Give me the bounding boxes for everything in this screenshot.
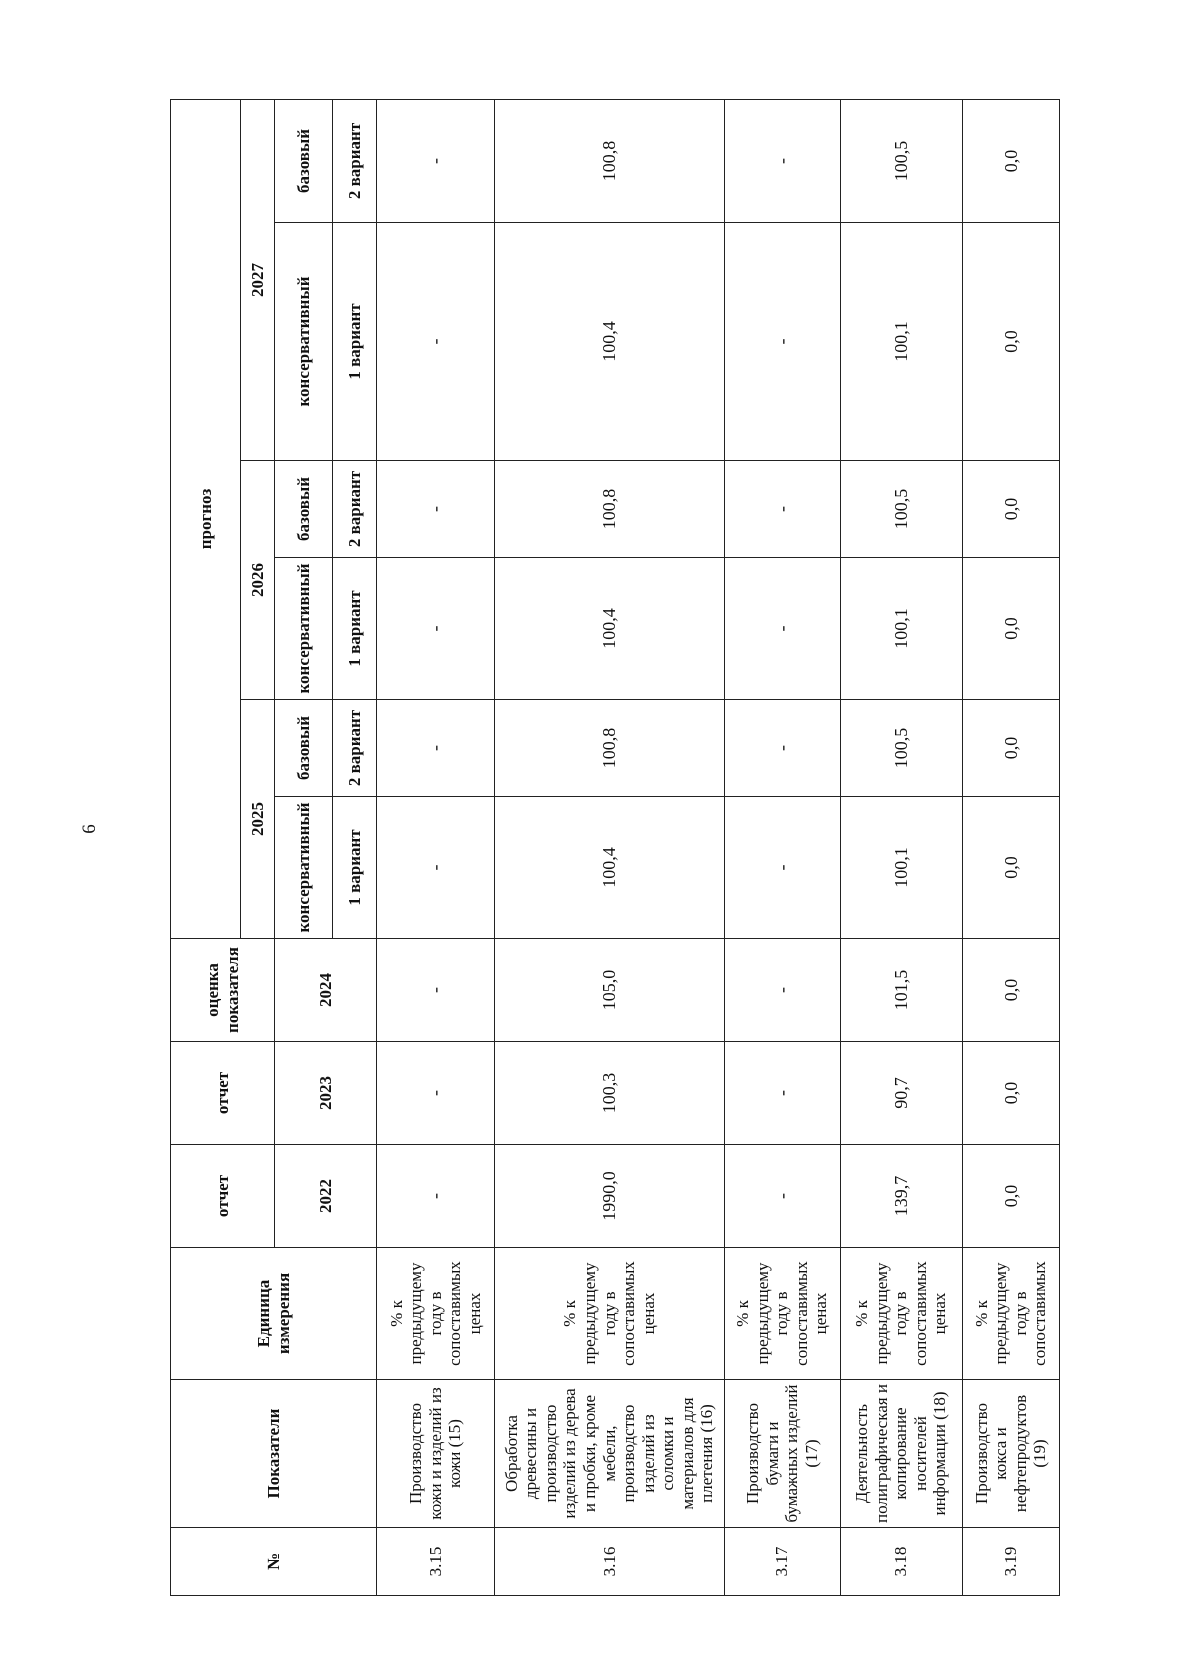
value-2023: - [377,1042,495,1145]
value-basic-2026: - [724,461,840,558]
value-2022: 0,0 [962,1145,1059,1248]
page-number: 6 [79,824,100,834]
row-indicator: Обработка древесины и производство изделий из дерева и пробки, кроме мебели, производство изделий из соломки и материалов для плетения (16) [494,1380,724,1528]
value-conservative-2025: 100,4 [494,797,724,939]
value-basic-2025: - [724,700,840,797]
value-2024: - [377,939,495,1042]
value-basic-2026: - [377,461,495,558]
value-conservative-2027: 100,4 [494,223,724,461]
value-conservative-2025: 100,1 [840,797,962,939]
row-num: 3.19 [962,1528,1059,1596]
header-conservative-2025: консервативный [275,797,333,939]
header-indicator: Показатели [171,1380,377,1528]
header-variant2-2026: 2 вариант [333,461,377,558]
value-conservative-2026: - [377,558,495,700]
value-2024: 0,0 [962,939,1059,1042]
value-conservative-2026: 100,4 [494,558,724,700]
header-year-2027: 2027 [241,99,275,460]
header-variant1-2025: 1 вариант [333,797,377,939]
header-basic-2026: базовый [275,461,333,558]
header-variant1-2027: 1 вариант [333,223,377,461]
header-basic-2027: базовый [275,99,333,222]
row-num: 3.18 [840,1528,962,1596]
value-conservative-2027: 100,1 [840,223,962,461]
row-indicator: Производство бумаги и бумажных изделий (17) [724,1380,840,1528]
header-variant1-2026: 1 вариант [333,558,377,700]
header-2023: 2023 [275,1042,377,1145]
value-2023: 100,3 [494,1042,724,1145]
value-basic-2027: 100,8 [494,99,724,222]
row-unit: % к предыдущему году в сопоставимых ценах [377,1248,495,1380]
value-conservative-2026: 100,1 [840,558,962,700]
value-2023: - [724,1042,840,1145]
value-2022: 1990,0 [494,1145,724,1248]
value-basic-2025: 100,8 [494,700,724,797]
header-basic-2025: базовый [275,700,333,797]
table-row [840,99,962,1595]
table-row [494,99,724,1595]
value-conservative-2027: - [377,223,495,461]
rotated-table-container [170,100,1060,1596]
header-report-2023: отчет [171,1042,275,1145]
value-2022: 139,7 [840,1145,962,1248]
header-variant2-2027: 2 вариант [333,99,377,222]
row-indicator: Производство кокса и нефтепродуктов (19) [962,1380,1059,1528]
value-basic-2027: 100,5 [840,99,962,222]
header-report-2022: отчет [171,1145,275,1248]
forecast-table [170,99,1060,1596]
header-conservative-2027: консервативный [275,223,333,461]
header-num: № [171,1528,377,1596]
value-conservative-2026: 0,0 [962,558,1059,700]
header-unit: Единица измерения [171,1248,377,1380]
value-conservative-2025: 0,0 [962,797,1059,939]
row-num: 3.15 [377,1528,495,1596]
value-2024: 105,0 [494,939,724,1042]
value-conservative-2025: - [377,797,495,939]
row-unit: % к предыдущему году в сопоставимых ценах [840,1248,962,1380]
value-basic-2026: 100,5 [840,461,962,558]
value-2023: 0,0 [962,1042,1059,1145]
value-2024: - [724,939,840,1042]
row-unit: % к предыдущему году в сопоставимых ценах [724,1248,840,1380]
value-basic-2025: 100,5 [840,700,962,797]
value-2022: - [377,1145,495,1248]
value-conservative-2026: - [724,558,840,700]
row-num: 3.17 [724,1528,840,1596]
value-basic-2025: 0,0 [962,700,1059,797]
row-unit: % к предыдущему году в сопоставимых ценах [494,1248,724,1380]
value-basic-2026: 0,0 [962,461,1059,558]
value-basic-2026: 100,8 [494,461,724,558]
value-2024: 101,5 [840,939,962,1042]
value-2022: - [724,1145,840,1248]
value-conservative-2025: - [724,797,840,939]
value-basic-2025: - [377,700,495,797]
header-year-2026: 2026 [241,461,275,700]
table-row [724,99,840,1595]
value-conservative-2027: - [724,223,840,461]
value-basic-2027: - [724,99,840,222]
row-unit: % к предыдущему году в сопоставимых [962,1248,1059,1380]
header-estimate: оценка показателя [171,939,275,1042]
header-variant2-2025: 2 вариант [333,700,377,797]
header-2024: 2024 [275,939,377,1042]
row-indicator: Производство кожи и изделий из кожи (15) [377,1380,495,1528]
value-conservative-2027: 0,0 [962,223,1059,461]
header-conservative-2026: консервативный [275,558,333,700]
value-basic-2027: 0,0 [962,99,1059,222]
value-2023: 90,7 [840,1042,962,1145]
header-year-2025: 2025 [241,700,275,939]
row-num: 3.16 [494,1528,724,1596]
table-row [962,99,1059,1595]
header-2022: 2022 [275,1145,377,1248]
value-basic-2027: - [377,99,495,222]
row-indicator: Деятельность полиграфическая и копирование носителей информации (18) [840,1380,962,1528]
header-forecast: прогноз [171,99,241,938]
table-row [377,99,495,1595]
